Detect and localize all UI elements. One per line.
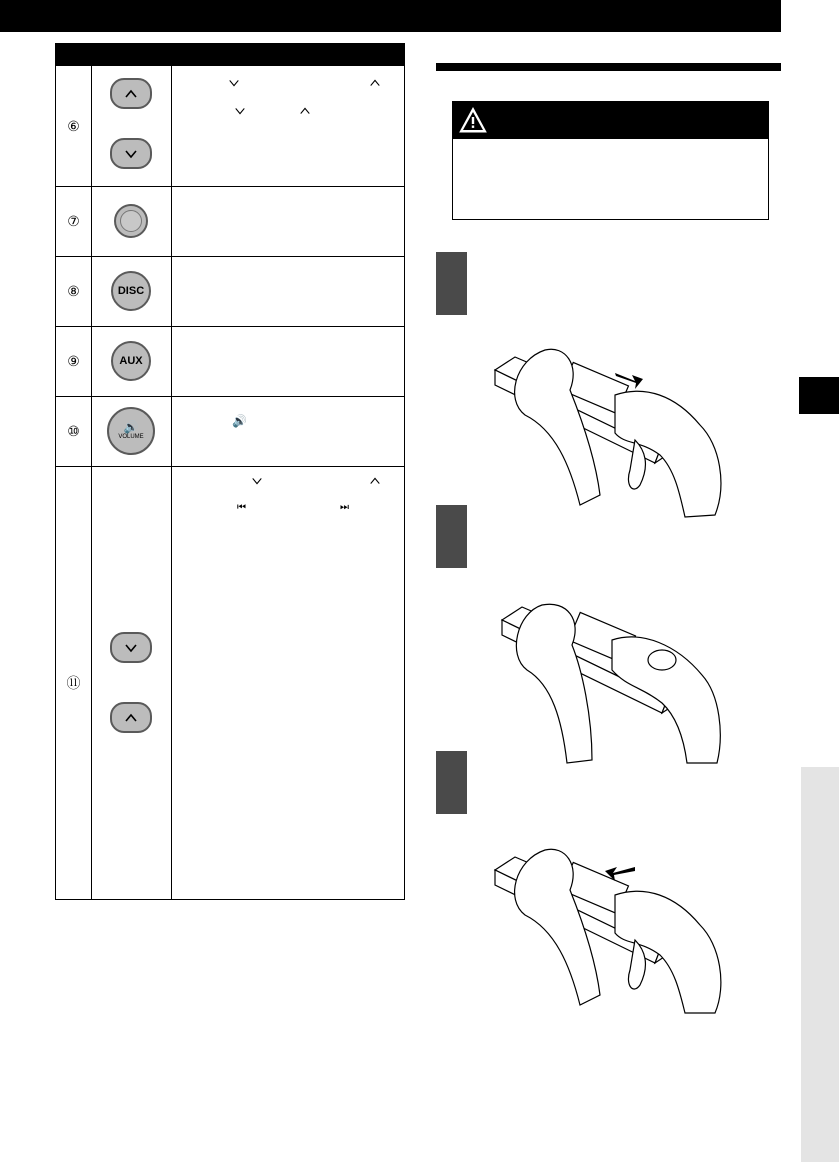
section-heading-rule	[436, 63, 781, 71]
up-chevron-icon	[299, 105, 311, 117]
aux-button[interactable]: AUX	[111, 341, 151, 381]
volume-speaker-icon: 🔊	[232, 414, 247, 428]
down-chevron-icon	[234, 105, 246, 117]
row-number: ⑪	[66, 675, 81, 691]
disc-button[interactable]: DISC	[111, 271, 151, 311]
skip-forward-icon: ⏭	[340, 502, 349, 513]
table-row	[91, 256, 171, 326]
down-chevron-icon	[124, 641, 138, 655]
up-button[interactable]	[110, 78, 152, 109]
volume-label: VOLUME	[118, 434, 144, 440]
up-chevron-icon	[369, 475, 381, 487]
round-button-face	[120, 210, 142, 232]
remote-replace-battery-illustration	[492, 595, 727, 765]
column-divider	[171, 44, 172, 899]
table-row	[91, 44, 171, 186]
step-3-box	[436, 751, 467, 814]
up-chevron-icon	[124, 711, 138, 725]
down-chevron-icon	[228, 77, 240, 89]
volume-speaker-icon: 🔊	[123, 420, 139, 434]
down-chevron-icon	[251, 475, 263, 487]
down-button[interactable]	[110, 138, 152, 169]
row-number: ⑩	[67, 423, 80, 439]
remote-open-cover-illustration	[485, 345, 730, 520]
warning-header	[453, 102, 768, 139]
top-header-bar	[0, 0, 781, 32]
warning-triangle-icon	[458, 106, 488, 134]
table-row	[91, 466, 171, 900]
side-gray-band	[801, 767, 839, 1162]
up-button[interactable]	[110, 702, 152, 733]
step-2-box	[436, 505, 467, 568]
row-number: ⑨	[67, 353, 80, 369]
controls-table	[55, 43, 405, 900]
warning-box	[452, 101, 769, 220]
down-chevron-icon	[124, 147, 138, 161]
row-number: ⑥	[67, 118, 80, 134]
table-row	[91, 186, 171, 256]
round-button[interactable]	[114, 204, 148, 238]
skip-back-icon: ⏮	[237, 502, 246, 513]
remote-close-cover-illustration	[485, 845, 730, 1015]
volume-knob[interactable]	[107, 407, 155, 455]
up-chevron-icon	[369, 77, 381, 89]
row-number: ⑦	[67, 213, 80, 229]
table-row	[91, 396, 171, 466]
down-button[interactable]	[110, 632, 152, 663]
row-number: ⑧	[67, 283, 80, 299]
step-1-box	[436, 252, 467, 315]
side-section-tab	[799, 377, 839, 414]
table-row	[91, 326, 171, 396]
up-chevron-icon	[124, 87, 138, 101]
